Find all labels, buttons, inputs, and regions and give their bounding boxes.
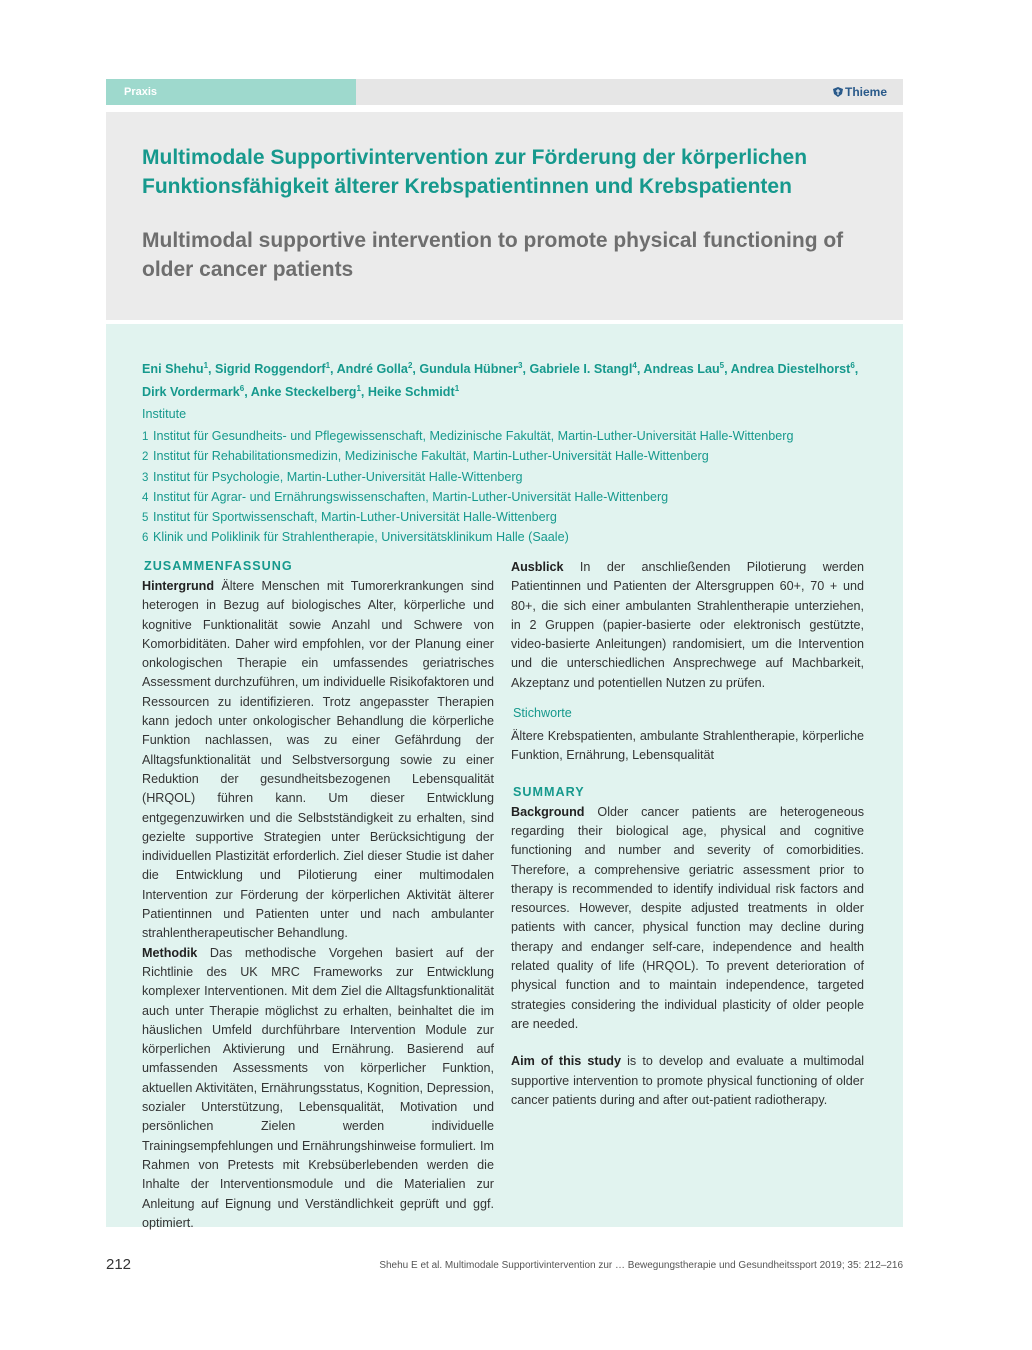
author-name: Dirk Vordermark bbox=[142, 385, 240, 400]
thieme-crest-icon bbox=[833, 87, 843, 97]
institutes-heading: Institute bbox=[142, 407, 187, 421]
zusammenfassung-heading: ZUSAMMENFASSUNG bbox=[144, 559, 293, 573]
author-affiliation: 1 bbox=[325, 361, 331, 370]
institute-item: 3 Institut für Psychologie, Martin-Luther-Universität Halle-Wittenberg bbox=[142, 469, 523, 484]
header-bar bbox=[106, 79, 903, 105]
title-block bbox=[106, 112, 903, 320]
methodik-paragraph: Methodik Das methodische Vorgehen basiert auf der Richtlinie des UK MRC Frameworks zur Entwicklung komplexer Interventionen. Mit dem Ziel die Alltagsfunktionalität auch unter Therapie möglichst zu erhalten, beinhaltet die im häuslichen Umfeld durchführbare Intervention Module zur körperlichen Aktivierung und Ernährung. Basierend auf umfassenden Assessments von körperlicher Funktion, aktuellen Aktivitäten, Ernährungsstatus, Kognition, Depression, sozialer Unterstützung, Lebensqualität, Motivation und persönlichen Zielen werden individuelle Trainingsempfehlungen und Ernährungshinweise formuliert. Im Rahmen von Pretests mit Krebsüberlebenden werden die Inhalte der Interventionsmodule und die Materialien zur Anleitung auf Eignung und Verständlichkeit geprüft und ggf. optimiert. bbox=[142, 945, 495, 1230]
section-tag: Praxis bbox=[106, 79, 356, 105]
institute-item: 4 Institut für Agrar- und Ernährungswissenschaften, Martin-Luther-Universität Halle-Wittenberg bbox=[142, 489, 669, 504]
aim-paragraph: Aim of this study is to develop and evaluate a multimodal supportive intervention to promote physical functioning of older cancer patients during and after out-patient radiotherapy. bbox=[511, 1054, 865, 1107]
author-affiliation: 1 bbox=[203, 361, 209, 370]
author-affiliation: 4 bbox=[632, 361, 637, 370]
author-name: Eni Shehu bbox=[142, 362, 204, 377]
background-paragraph: Background Older cancer patients are heterogeneous regarding their biological age, physical and cognitive functioning and number and severity of comorbidities. Therefore, a comprehensive geriatric assessment prior to therapy is recommended to identify individual risk factors and resources. However, despite adjusted treatments in older patients with cancer, physical function may decline during therapy and endanger self-care, independence and health related quality of life (HRQOL). To prevent deterioration of physical function and to maintain independence, targeted strategies considering the individual plasticity of older people are needed. bbox=[511, 804, 865, 1031]
summary-heading: SUMMARY bbox=[513, 784, 585, 799]
page-number: 212 bbox=[106, 1256, 132, 1273]
author-name: Anke Steckelberg bbox=[250, 385, 357, 400]
publisher-logo bbox=[833, 79, 887, 105]
institute-item: 5 Institut für Sportwissenschaft, Martin-Luther-Universität Halle-Wittenberg bbox=[142, 510, 557, 525]
author-list: Eni Shehu$^1$, Sigrid Roggendorf$^1$, André Golla$^2$, Gundula Hübner$^3$, Gabriele I. Stangl$^4$, Andreas Lau$^5$, Andrea Diestelhorst$^6$, Dirk Vordermark$^6$, Anke Steckelberg$^1$, Heike Schmidt$^1$ bbox=[142, 361, 859, 400]
institute-item: 6 Klinik und Poliklinik für Strahlentherapie, Universitätsklinikum Halle (Saale) bbox=[142, 530, 569, 545]
author-affiliation: 1 bbox=[454, 384, 460, 394]
ausblick-paragraph: Ausblick In der anschließenden Pilotierung werden Patientinnen und Patienten der Altersgruppen 60+, 70 + und 80+, die sich einer ambulanten Strahlentherapie unterziehen, in 2 Gruppen (papier-basierte oder elektronisch gestützte, video-basierte Anleitungen) randomisiert, um die Intervention und die unterschiedlichen Ansprechwege auf Machbarkeit, Akzeptanz und potentiellen Nutzen zu prüfen. bbox=[511, 560, 865, 690]
title-german: Multimodale Supportivintervention zur Förderung der körperlichen Funktionsfähigkeit älterer Krebspatientinnen und Krebspatienten bbox=[142, 146, 808, 198]
author-name: Gundula Hübner bbox=[419, 362, 519, 377]
hintergrund-paragraph: Hintergrund Ältere Menschen mit Tumorerkrankungen sind heterogen in Bezug auf biologisches Alter, körperliche und kognitive Funktionalität sowie Anzahl und Schwere von Komorbiditäten. Daher wird empfohlen, vor der Planung einer onkologischen Therapie ein umfassendes geriatrisches Assessment durchzuführen, um individuelle Risikofaktoren und Ressourcen zu identifizieren. Trotz angepasster Therapien kann jedoch unter onkologischer Behandlung die körperliche Funktion nachlassen, was zu einer Gefährdung der Alltagsfunktionalität und Selbstversorgung sowie zu einer Reduktion der gesundheitsbezogenen Lebensqualität (HRQOL) führen kann. Um dieser Entwicklung entgegenzuwirken und die Selbstständigkeit zu erhalten, sind gezielte supportive Strategien unter Berücksichtigung der individuellen Plastizität erforderlich. Ziel dieser Studie ist daher die Entwicklung und Pilotierung einer multimodalen Intervention zur Förderung der körperlichen Aktivität älterer Patientinnen und Patienten unter und nach ambulanter strahlentherapeutischer Behandlung. bbox=[142, 579, 495, 941]
institute-item: 1 Institut für Gesundheits- und Pflegewissenschaft, Medizinische Fakultät, Martin-Luther-Universität Halle-Wittenberg bbox=[142, 429, 794, 443]
author-affiliation: 2 bbox=[407, 361, 413, 370]
author-name: Heike Schmidt bbox=[367, 385, 455, 400]
stichworte-heading: Stichworte bbox=[513, 706, 572, 721]
author-name: Andreas Lau bbox=[643, 362, 720, 377]
author-affiliation: 6 bbox=[239, 384, 245, 394]
institutes-list bbox=[142, 427, 882, 549]
author-affiliation: 1 bbox=[356, 384, 361, 394]
author-name: Sigrid Roggendorf bbox=[215, 362, 326, 377]
author-affiliation: 5 bbox=[719, 361, 725, 370]
abstract-block bbox=[106, 324, 903, 1230]
author-name: André Golla bbox=[336, 362, 408, 377]
stichworte-text: Ältere Krebspatienten, ambulante Strahlentherapie, körperliche Funktion, Ernährung, Lebensqualität bbox=[511, 729, 864, 763]
author-name: Andrea Diestelhorst bbox=[730, 362, 851, 377]
institute-item: 2 Institut für Rehabilitationsmedizin, Medizinische Fakultät, Martin-Luther-Universität Halle-Wittenberg bbox=[142, 449, 709, 464]
author-affiliation: 3 bbox=[518, 361, 523, 370]
author-affiliation: 6 bbox=[850, 361, 855, 370]
title-english: Multimodal supportive intervention to promote physical functioning of older cancer patients bbox=[142, 229, 844, 281]
right-abstract-column bbox=[511, 558, 864, 1110]
german-abstract-column bbox=[142, 558, 494, 1233]
author-name: Gabriele I. Stangl bbox=[529, 362, 633, 377]
citation-line: Shehu E et al. Multimodale Supportivintervention zur … Bewegungstherapie und Gesundheitssport 2019; 35: 212–216 bbox=[379, 1260, 903, 1271]
publisher-name: Thieme bbox=[844, 85, 887, 99]
